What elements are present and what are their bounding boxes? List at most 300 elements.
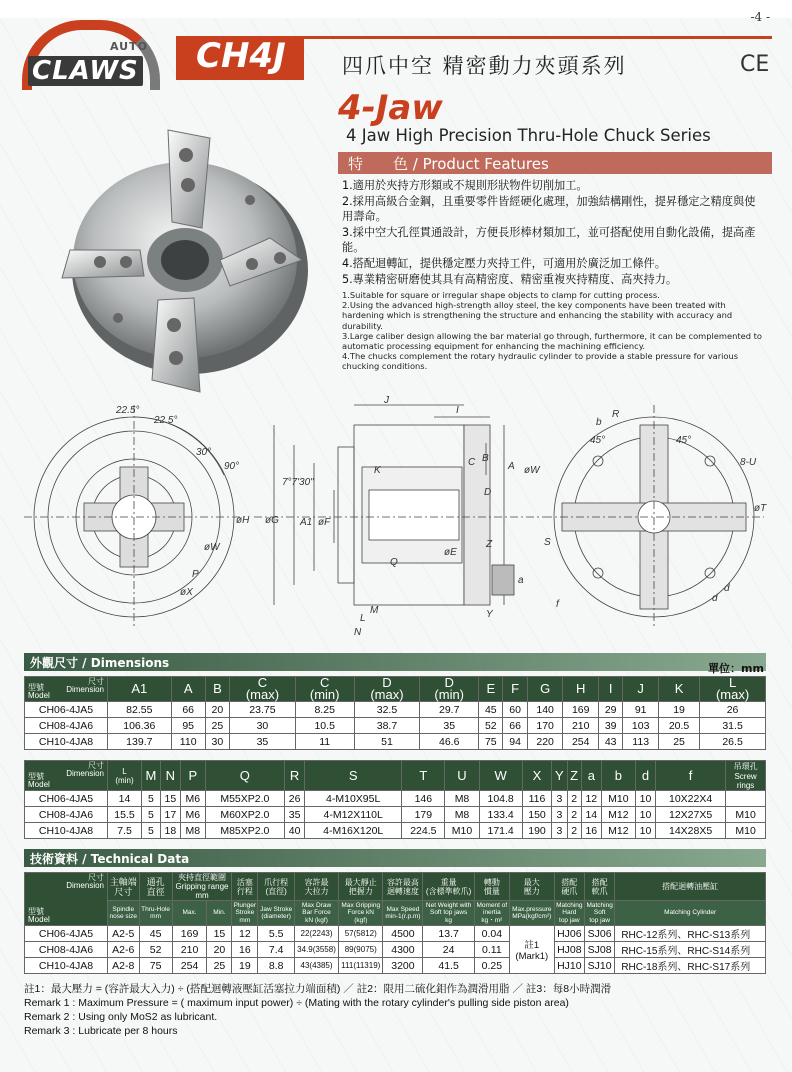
feature-cn-item: 5.專業精密研磨使其具有高精密度、精密重複夾持精度、高夾持力。 bbox=[342, 272, 678, 286]
value-cell: 34.9(3558) bbox=[295, 942, 339, 958]
angle-label: 22.5° bbox=[116, 405, 140, 416]
feature-en-item: 4.The chucks complement the rotary hydraulic cylinder to provide a stable pressure for various chucking conditions. bbox=[342, 351, 739, 372]
column-header: T bbox=[402, 761, 445, 791]
value-cell: M85XP2.0 bbox=[205, 823, 284, 839]
features-english bbox=[342, 290, 762, 372]
value-cell: 150 bbox=[522, 807, 551, 823]
value-cell: 12 bbox=[581, 791, 601, 807]
column-header: M bbox=[142, 761, 161, 791]
column-header: I bbox=[599, 677, 623, 702]
dim-label: øH bbox=[236, 515, 250, 526]
value-cell: M8 bbox=[445, 807, 479, 823]
column-header: J bbox=[623, 677, 659, 702]
value-cell: 12X27X5 bbox=[656, 807, 726, 823]
value-cell: A2-6 bbox=[108, 942, 140, 958]
value-cell: 25 bbox=[207, 958, 232, 974]
value-cell: 22(2243) bbox=[295, 926, 339, 942]
dim-label: I bbox=[456, 405, 459, 416]
dim-label: C bbox=[468, 457, 476, 468]
value-cell: 224.5 bbox=[402, 823, 445, 839]
dim-label: øW bbox=[524, 465, 540, 476]
model-cell: CH06-4JA5 bbox=[25, 926, 108, 942]
column-header: Q bbox=[205, 761, 284, 791]
value-cell: HJ06 bbox=[554, 926, 584, 942]
feature-cn-item: 2.採用高級合金鋼，且重要零件皆經硬化處理，加強結構剛性，提昇穩定之精度與使用壽命。 bbox=[342, 194, 756, 224]
value-cell: 20 bbox=[205, 702, 229, 718]
table-row bbox=[25, 958, 766, 974]
column-header: H bbox=[563, 677, 599, 702]
column-header: b bbox=[601, 761, 635, 791]
brand-logo bbox=[22, 20, 172, 84]
value-cell: 35 bbox=[230, 734, 296, 750]
value-cell: 15 bbox=[207, 926, 232, 942]
feature-en-item: 1.Suitable for square or irregular shape objects to clamp for cutting process. bbox=[342, 290, 660, 300]
side-view-drawing bbox=[254, 405, 544, 605]
value-cell: 12 bbox=[232, 926, 258, 942]
column-header: Max Draw Bar Force kN (kgf) bbox=[295, 901, 339, 926]
column-header: Matching Cylinder bbox=[615, 901, 766, 926]
value-cell: 3 bbox=[552, 807, 567, 823]
dimension-label: 尺寸 Dimension bbox=[66, 677, 104, 694]
column-header: Matching Hard top jaw bbox=[556, 901, 583, 924]
column-header: 容許最高 迴轉速度 bbox=[383, 873, 423, 901]
dim-label: b bbox=[596, 417, 602, 428]
mark-cell: 註1 (Mark1) bbox=[509, 926, 554, 974]
remarks bbox=[24, 982, 611, 1038]
value-cell: 5.5 bbox=[258, 926, 295, 942]
features-chinese bbox=[342, 178, 762, 287]
column-header: 活塞 行程 bbox=[232, 873, 258, 901]
value-cell: 95 bbox=[171, 718, 205, 734]
section-title: 技術資料 / Technical Data bbox=[30, 852, 190, 866]
column-header: 搭配迴轉油壓缸 bbox=[615, 873, 766, 901]
value-cell: 16 bbox=[232, 942, 258, 958]
value-cell: M6 bbox=[180, 807, 205, 823]
value-cell: 15.5 bbox=[108, 807, 142, 823]
value-cell: 52 bbox=[139, 942, 172, 958]
dimensions-section-header bbox=[24, 653, 766, 671]
ce-mark: CE bbox=[740, 52, 770, 77]
column-header: E bbox=[479, 677, 503, 702]
value-cell: 17 bbox=[160, 807, 180, 823]
value-cell: 75 bbox=[139, 958, 172, 974]
value-cell: 110 bbox=[171, 734, 205, 750]
model-dimension-header bbox=[25, 761, 108, 791]
model-cell: CH08-4JA6 bbox=[25, 942, 108, 958]
technical-section-header bbox=[24, 849, 766, 867]
value-cell: HJ08 bbox=[554, 942, 584, 958]
value-cell bbox=[726, 791, 766, 807]
table-row bbox=[25, 718, 766, 734]
dim-label: D bbox=[484, 487, 492, 498]
column-header: D (max) bbox=[354, 677, 420, 702]
column-header: a bbox=[581, 761, 601, 791]
value-cell: M8 bbox=[445, 791, 479, 807]
value-cell: 52 bbox=[479, 718, 503, 734]
dimension-label: 尺寸 Dimension bbox=[66, 761, 104, 778]
value-cell: 254 bbox=[172, 958, 207, 974]
remark-line: 註1：最大壓力 = (容許最大入力) ÷ (搭配迴轉液壓缸活塞拉力端面積) ／ 註2：限用二硫化鉬作為潤滑用脂 ／ 註3：每8小時潤滑 bbox=[24, 983, 612, 995]
value-cell: 41.5 bbox=[423, 958, 474, 974]
model-label: 型號 Model bbox=[28, 772, 50, 789]
english-title: 4 Jaw High Precision Thru-Hole Chuck Series bbox=[346, 126, 711, 145]
dim-label: øT bbox=[754, 503, 767, 514]
value-cell: M55XP2.0 bbox=[205, 791, 284, 807]
value-cell: 35 bbox=[420, 718, 479, 734]
value-cell: 133.4 bbox=[479, 807, 522, 823]
value-cell: 20.5 bbox=[658, 718, 699, 734]
dim-label: øE bbox=[444, 547, 457, 558]
chinese-title: 四爪中空 精密動力夾頭系列 bbox=[342, 54, 627, 78]
column-header: Max Gripping Force kN (kgf) bbox=[339, 901, 383, 926]
column-header: Z bbox=[567, 761, 581, 791]
value-cell: M10 bbox=[726, 807, 766, 823]
dim-label: N bbox=[354, 627, 362, 638]
dim-label: R bbox=[612, 409, 620, 420]
features-label: 特 色 / Product Features bbox=[348, 155, 549, 173]
value-cell: SJ08 bbox=[584, 942, 614, 958]
value-cell: 171.4 bbox=[479, 823, 522, 839]
value-cell: 29.7 bbox=[420, 702, 479, 718]
value-cell: 26 bbox=[285, 791, 305, 807]
dimensions-table-2 bbox=[24, 760, 766, 839]
value-cell: RHC-18系列、RHC-S17系列 bbox=[615, 958, 766, 974]
dim-label: A bbox=[508, 461, 515, 472]
dim-label: a bbox=[518, 575, 524, 586]
column-header: d bbox=[635, 761, 655, 791]
value-cell: 106.36 bbox=[108, 718, 172, 734]
value-cell: 170 bbox=[527, 718, 563, 734]
value-cell: 3 bbox=[552, 791, 567, 807]
value-cell: M10 bbox=[726, 823, 766, 839]
dim-label: øW bbox=[204, 542, 220, 553]
value-cell: 116 bbox=[522, 791, 551, 807]
model-cell: CH08-4JA6 bbox=[25, 807, 108, 823]
column-header: Moment of inertia kg・m² bbox=[474, 901, 509, 926]
column-header: Plunger Stroke mm bbox=[233, 901, 257, 924]
column-header: Matching Soft top jaw bbox=[586, 901, 613, 924]
table-row bbox=[25, 823, 766, 839]
value-cell: 60 bbox=[503, 702, 527, 718]
value-cell: 24 bbox=[423, 942, 474, 958]
value-cell: 3 bbox=[552, 823, 567, 839]
model-label: 型號 Model bbox=[28, 683, 50, 700]
value-cell: RHC-12系列、RHC-S13系列 bbox=[615, 926, 766, 942]
column-header: D (min) bbox=[420, 677, 479, 702]
column-header: 容許最 大拉力 bbox=[295, 873, 339, 901]
dim-label: K bbox=[374, 465, 381, 476]
value-cell: 8.8 bbox=[258, 958, 295, 974]
value-cell: HJ10 bbox=[554, 958, 584, 974]
value-cell: 29 bbox=[599, 702, 623, 718]
table-row bbox=[25, 926, 766, 942]
column-header: 吊環孔 Screw rings bbox=[726, 761, 766, 791]
table-row bbox=[25, 942, 766, 958]
column-header: 最大靜止 把握力 bbox=[339, 873, 383, 901]
column-header: Max Speed min-1(r.p.m) bbox=[383, 901, 423, 926]
value-cell: 26.5 bbox=[700, 734, 766, 750]
value-cell: M12 bbox=[601, 807, 635, 823]
logo-auto-text: AUTO bbox=[110, 40, 148, 53]
front-view-drawing bbox=[24, 405, 244, 629]
model-cell: CH10-4JA8 bbox=[25, 823, 108, 839]
dim-label: B bbox=[482, 453, 489, 464]
chuck-product-image bbox=[40, 110, 330, 400]
value-cell: 40 bbox=[285, 823, 305, 839]
value-cell: M10 bbox=[601, 791, 635, 807]
column-header: 轉動 慣量 bbox=[474, 873, 509, 901]
column-header: P bbox=[180, 761, 205, 791]
dim-label: 8-U bbox=[740, 457, 757, 468]
value-cell: 0.25 bbox=[474, 958, 509, 974]
column-header: C (max) bbox=[230, 677, 296, 702]
value-cell: 4-M16X120L bbox=[305, 823, 402, 839]
value-cell: 25 bbox=[205, 718, 229, 734]
value-cell: 7.4 bbox=[258, 942, 295, 958]
value-cell: 16 bbox=[581, 823, 601, 839]
value-cell: 45 bbox=[139, 926, 172, 942]
column-header: Net Weight with Soft top jaws kg bbox=[423, 901, 474, 926]
value-cell: 11 bbox=[295, 734, 354, 750]
model-cell: CH10-4JA8 bbox=[25, 734, 108, 750]
value-cell: RHC-15系列、RHC-S14系列 bbox=[615, 942, 766, 958]
value-cell: 169 bbox=[172, 926, 207, 942]
value-cell: 20 bbox=[207, 942, 232, 958]
value-cell: 169 bbox=[563, 702, 599, 718]
value-cell: 8.25 bbox=[295, 702, 354, 718]
column-header: 最大 壓力 bbox=[509, 873, 554, 901]
remark-line: Remark 2 : Using only MoS2 as lubricant. bbox=[24, 1011, 218, 1023]
column-header: Spindle nose size bbox=[108, 901, 140, 926]
value-cell: 4-M12X110L bbox=[305, 807, 402, 823]
column-header: 爪行程 (直徑) bbox=[258, 873, 295, 901]
value-cell: 5 bbox=[142, 791, 161, 807]
value-cell: 43(4385) bbox=[295, 958, 339, 974]
value-cell: 45 bbox=[479, 702, 503, 718]
model-cell: CH06-4JA5 bbox=[25, 702, 108, 718]
value-cell: 210 bbox=[563, 718, 599, 734]
value-cell: 14X28X5 bbox=[656, 823, 726, 839]
value-cell: 111(11319) bbox=[339, 958, 383, 974]
column-header: 搭配 軟爪 bbox=[584, 873, 614, 901]
dim-label: P bbox=[192, 569, 199, 580]
model-cell: CH06-4JA5 bbox=[25, 791, 108, 807]
column-header: A1 bbox=[108, 677, 172, 702]
value-cell: SJ10 bbox=[584, 958, 614, 974]
value-cell: 19 bbox=[232, 958, 258, 974]
feature-cn-item: 4.搭配迴轉缸，提供穩定壓力夾持工件，可適用於廣泛加工條件。 bbox=[342, 256, 666, 270]
value-cell: A2-5 bbox=[108, 926, 140, 942]
value-cell: 43 bbox=[599, 734, 623, 750]
dim-label: øF bbox=[318, 517, 331, 528]
column-header: Min. bbox=[207, 901, 232, 926]
dim-label: A1 bbox=[300, 517, 313, 528]
feature-cn-item: 3.採中空大孔徑貫通設計，方便長形棒材類加工，並可搭配使用自動化設備，提高產能。 bbox=[342, 225, 756, 255]
dim-label: d bbox=[724, 583, 730, 594]
column-header: R bbox=[285, 761, 305, 791]
jaw-title: 4-Jaw bbox=[338, 88, 443, 128]
value-cell: 10 bbox=[635, 807, 655, 823]
column-header: C (min) bbox=[295, 677, 354, 702]
section-title: 外觀尺寸 / Dimensions bbox=[30, 656, 170, 670]
column-header: A bbox=[171, 677, 205, 702]
value-cell: 10.5 bbox=[295, 718, 354, 734]
value-cell: 5 bbox=[142, 823, 161, 839]
column-header: 搭配 硬爪 bbox=[554, 873, 584, 901]
column-header: L (max) bbox=[700, 677, 766, 702]
value-cell: 2 bbox=[567, 807, 581, 823]
value-cell: 10 bbox=[635, 791, 655, 807]
table-row bbox=[25, 734, 766, 750]
column-header: K bbox=[658, 677, 699, 702]
value-cell: M8 bbox=[180, 823, 205, 839]
value-cell: 190 bbox=[522, 823, 551, 839]
remark-line: Remark 1 : Maximum Pressure = ( maximum input power) ÷ (Mating with the rotary cylinder's pulling side piston area) bbox=[24, 997, 569, 1009]
value-cell: 210 bbox=[172, 942, 207, 958]
value-cell: 35 bbox=[285, 807, 305, 823]
value-cell: SJ06 bbox=[584, 926, 614, 942]
column-header: U bbox=[445, 761, 479, 791]
value-cell: 39 bbox=[599, 718, 623, 734]
angle-label: 30° bbox=[196, 447, 212, 458]
value-cell: 38.7 bbox=[354, 718, 420, 734]
value-cell: 46.6 bbox=[420, 734, 479, 750]
value-cell: 91 bbox=[623, 702, 659, 718]
column-header: Max. bbox=[172, 901, 207, 926]
column-header: Max.pressure MPa(kgf/cm²) bbox=[509, 901, 554, 926]
value-cell: 113 bbox=[623, 734, 659, 750]
dim-label: øG bbox=[265, 515, 279, 526]
value-cell: 13.7 bbox=[423, 926, 474, 942]
column-header: W bbox=[479, 761, 522, 791]
value-cell: 2 bbox=[567, 823, 581, 839]
dim-label: øX bbox=[180, 587, 193, 598]
value-cell: 140 bbox=[527, 702, 563, 718]
value-cell: 89(9075) bbox=[339, 942, 383, 958]
dimensions-table-1 bbox=[24, 676, 766, 750]
column-header: 夾持直徑範圍 Gripping range mm bbox=[172, 873, 232, 901]
table-row bbox=[25, 807, 766, 823]
page-number: -4 - bbox=[750, 10, 770, 24]
angle-label: 22.5° bbox=[154, 415, 178, 426]
model-cell: CH08-4JA6 bbox=[25, 718, 108, 734]
value-cell: 4300 bbox=[383, 942, 423, 958]
value-cell: 57(5812) bbox=[339, 926, 383, 942]
column-header: S bbox=[305, 761, 402, 791]
column-header: 主軸端 尺寸 bbox=[108, 873, 140, 901]
value-cell: 103 bbox=[623, 718, 659, 734]
unit-label: 單位：mm bbox=[708, 662, 764, 675]
value-cell: 7.5 bbox=[108, 823, 142, 839]
model-badge bbox=[176, 36, 304, 80]
column-header: B bbox=[205, 677, 229, 702]
dim-label: Q bbox=[390, 557, 398, 568]
features-bar bbox=[338, 152, 772, 174]
value-cell: M60XP2.0 bbox=[205, 807, 284, 823]
value-cell: 32.5 bbox=[354, 702, 420, 718]
value-cell: 254 bbox=[563, 734, 599, 750]
dim-label: Z bbox=[486, 539, 493, 550]
value-cell: 18 bbox=[160, 823, 180, 839]
dim-label: M bbox=[370, 605, 379, 616]
dim-label: L bbox=[360, 613, 366, 624]
dim-label: S bbox=[544, 537, 551, 548]
feature-en-item: 2.Using the advanced high-strength alloy steel, the key components have been treated with hardening which is strengthening the structure and enhancing the stability with accuracy and durability. bbox=[342, 300, 733, 331]
model-dimension-header bbox=[25, 873, 108, 926]
value-cell: 10 bbox=[635, 823, 655, 839]
value-cell: 15 bbox=[160, 791, 180, 807]
value-cell: 179 bbox=[402, 807, 445, 823]
value-cell: 139.7 bbox=[108, 734, 172, 750]
technical-data-table bbox=[24, 872, 766, 974]
dim-label: J bbox=[384, 395, 389, 406]
column-header: X bbox=[522, 761, 551, 791]
column-header: G bbox=[527, 677, 563, 702]
value-cell: M12 bbox=[601, 823, 635, 839]
column-header: f bbox=[656, 761, 726, 791]
column-header: L (min) bbox=[108, 761, 142, 791]
value-cell: 14 bbox=[581, 807, 601, 823]
value-cell: 19 bbox=[658, 702, 699, 718]
column-header: Jaw Stroke (diameter) bbox=[258, 901, 295, 926]
top-stripe bbox=[0, 0, 792, 18]
feature-cn-item: 1.適用於夾持方形類或不規則形狀物件切削加工。 bbox=[342, 179, 588, 192]
value-cell: 31.5 bbox=[700, 718, 766, 734]
rear-view-drawing bbox=[544, 405, 764, 629]
model-dimension-header bbox=[25, 677, 108, 702]
value-cell: 30 bbox=[230, 718, 296, 734]
value-cell: 0.11 bbox=[474, 942, 509, 958]
value-cell: 10X22X4 bbox=[656, 791, 726, 807]
value-cell: 25 bbox=[658, 734, 699, 750]
dim-label: f bbox=[556, 599, 559, 610]
value-cell: 66 bbox=[171, 702, 205, 718]
remark-line: Remark 3 : Lubricate per 8 hours bbox=[24, 1025, 178, 1037]
model-label: 型號 Model bbox=[28, 907, 50, 924]
feature-en-item: 3.Large caliber design allowing the bar material go through, furthermore, it can be complemented to automatic processing equipment for enhancing the machining efficiency. bbox=[342, 330, 762, 352]
angle-label: 45° bbox=[676, 435, 692, 446]
dim-label: d bbox=[712, 593, 718, 604]
value-cell: 0.04 bbox=[474, 926, 509, 942]
value-cell: 146 bbox=[402, 791, 445, 807]
value-cell: 14 bbox=[108, 791, 142, 807]
dim-label: 7°7'30" bbox=[282, 477, 314, 488]
value-cell: 30 bbox=[205, 734, 229, 750]
value-cell: 26 bbox=[700, 702, 766, 718]
model-cell: CH10-4JA8 bbox=[25, 958, 108, 974]
value-cell: 4-M10X95L bbox=[305, 791, 402, 807]
column-header: F bbox=[503, 677, 527, 702]
value-cell: 94 bbox=[503, 734, 527, 750]
value-cell: M6 bbox=[180, 791, 205, 807]
logo-wordmark: CLAWS bbox=[28, 56, 143, 86]
angle-label: 45° bbox=[590, 435, 606, 446]
value-cell: 82.55 bbox=[108, 702, 172, 718]
value-cell: 2 bbox=[567, 791, 581, 807]
column-header: 通孔 直徑 bbox=[139, 873, 172, 901]
value-cell: 23.75 bbox=[230, 702, 296, 718]
value-cell: 66 bbox=[503, 718, 527, 734]
value-cell: 51 bbox=[354, 734, 420, 750]
value-cell: A2-8 bbox=[108, 958, 140, 974]
model-code: CH4J bbox=[196, 36, 286, 76]
dimension-label: 尺寸 Dimension bbox=[66, 873, 104, 890]
value-cell: 104.8 bbox=[479, 791, 522, 807]
value-cell: 220 bbox=[527, 734, 563, 750]
column-header: Thru-Hole mm bbox=[139, 901, 172, 926]
value-cell: 3200 bbox=[383, 958, 423, 974]
technical-drawings bbox=[24, 395, 784, 645]
